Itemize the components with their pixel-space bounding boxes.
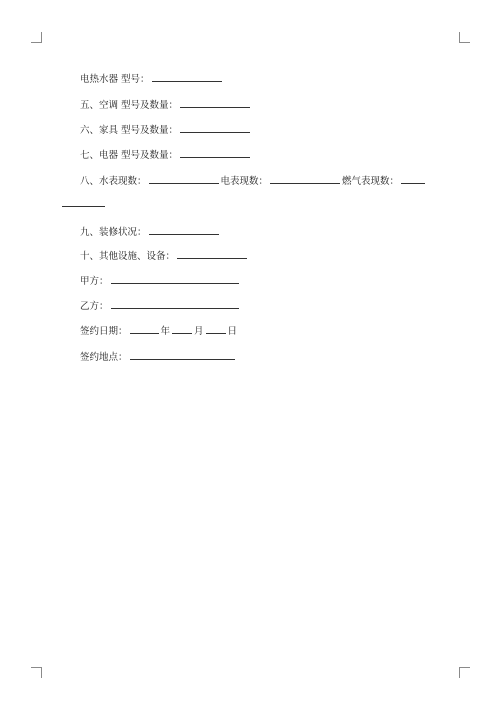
ac-field[interactable]: [180, 97, 250, 108]
party-a-line: [80, 273, 239, 288]
furniture-field[interactable]: [180, 122, 250, 133]
sign-date-label: 签约日期：: [80, 326, 128, 337]
other-facilities-field[interactable]: [177, 248, 247, 259]
decoration-field[interactable]: [149, 224, 219, 235]
gas-meter-field-continued[interactable]: [62, 206, 105, 207]
crop-mark-bottom-left: [31, 667, 42, 678]
water-heater-field[interactable]: [152, 71, 222, 82]
month-field[interactable]: [172, 323, 192, 334]
gas-meter-field[interactable]: [401, 173, 425, 184]
furniture-line: [80, 122, 250, 137]
electric-meter-field[interactable]: [270, 173, 340, 184]
day-label: 日: [227, 326, 238, 337]
gas-meter-label: 燃气表现数：: [342, 176, 400, 187]
crop-mark-top-right: [459, 32, 470, 43]
furniture-label: 六、家具 型号及数量：: [80, 125, 179, 136]
water-heater-line: [80, 71, 222, 86]
appliances-label: 七、电器 型号及数量：: [80, 150, 179, 161]
ac-label: 五、空调 型号及数量：: [80, 100, 179, 111]
water-meter-field[interactable]: [149, 173, 219, 184]
year-label: 年: [160, 326, 171, 337]
decoration-line: [80, 224, 219, 239]
sign-date-line: [80, 323, 237, 338]
party-b-label: 乙方：: [80, 301, 109, 312]
year-field[interactable]: [130, 323, 159, 334]
crop-mark-bottom-right: [459, 667, 470, 678]
ac-line: [80, 97, 250, 112]
party-b-field[interactable]: [111, 298, 239, 309]
appliances-line: [80, 147, 250, 162]
party-b-line: [80, 298, 239, 313]
sign-place-label: 签约地点：: [80, 352, 128, 363]
other-facilities-label: 十、其他设施、设备：: [80, 251, 176, 262]
appliances-field[interactable]: [180, 147, 250, 158]
other-facilities-line: [80, 248, 247, 263]
decoration-label: 九、装修状况：: [80, 227, 147, 238]
meters-line: [80, 173, 425, 188]
electric-meter-label: 电表现数：: [220, 176, 269, 187]
month-label: 月: [194, 326, 204, 337]
sign-place-line: [80, 349, 235, 364]
crop-mark-top-left: [31, 32, 42, 43]
water-heater-label: 电热水器 型号：: [80, 74, 150, 85]
sign-place-field[interactable]: [130, 349, 235, 360]
day-field[interactable]: [206, 323, 226, 334]
party-a-field[interactable]: [111, 273, 239, 284]
party-a-label: 甲方：: [80, 276, 109, 287]
water-meter-label: 八、水表现数：: [80, 176, 147, 187]
